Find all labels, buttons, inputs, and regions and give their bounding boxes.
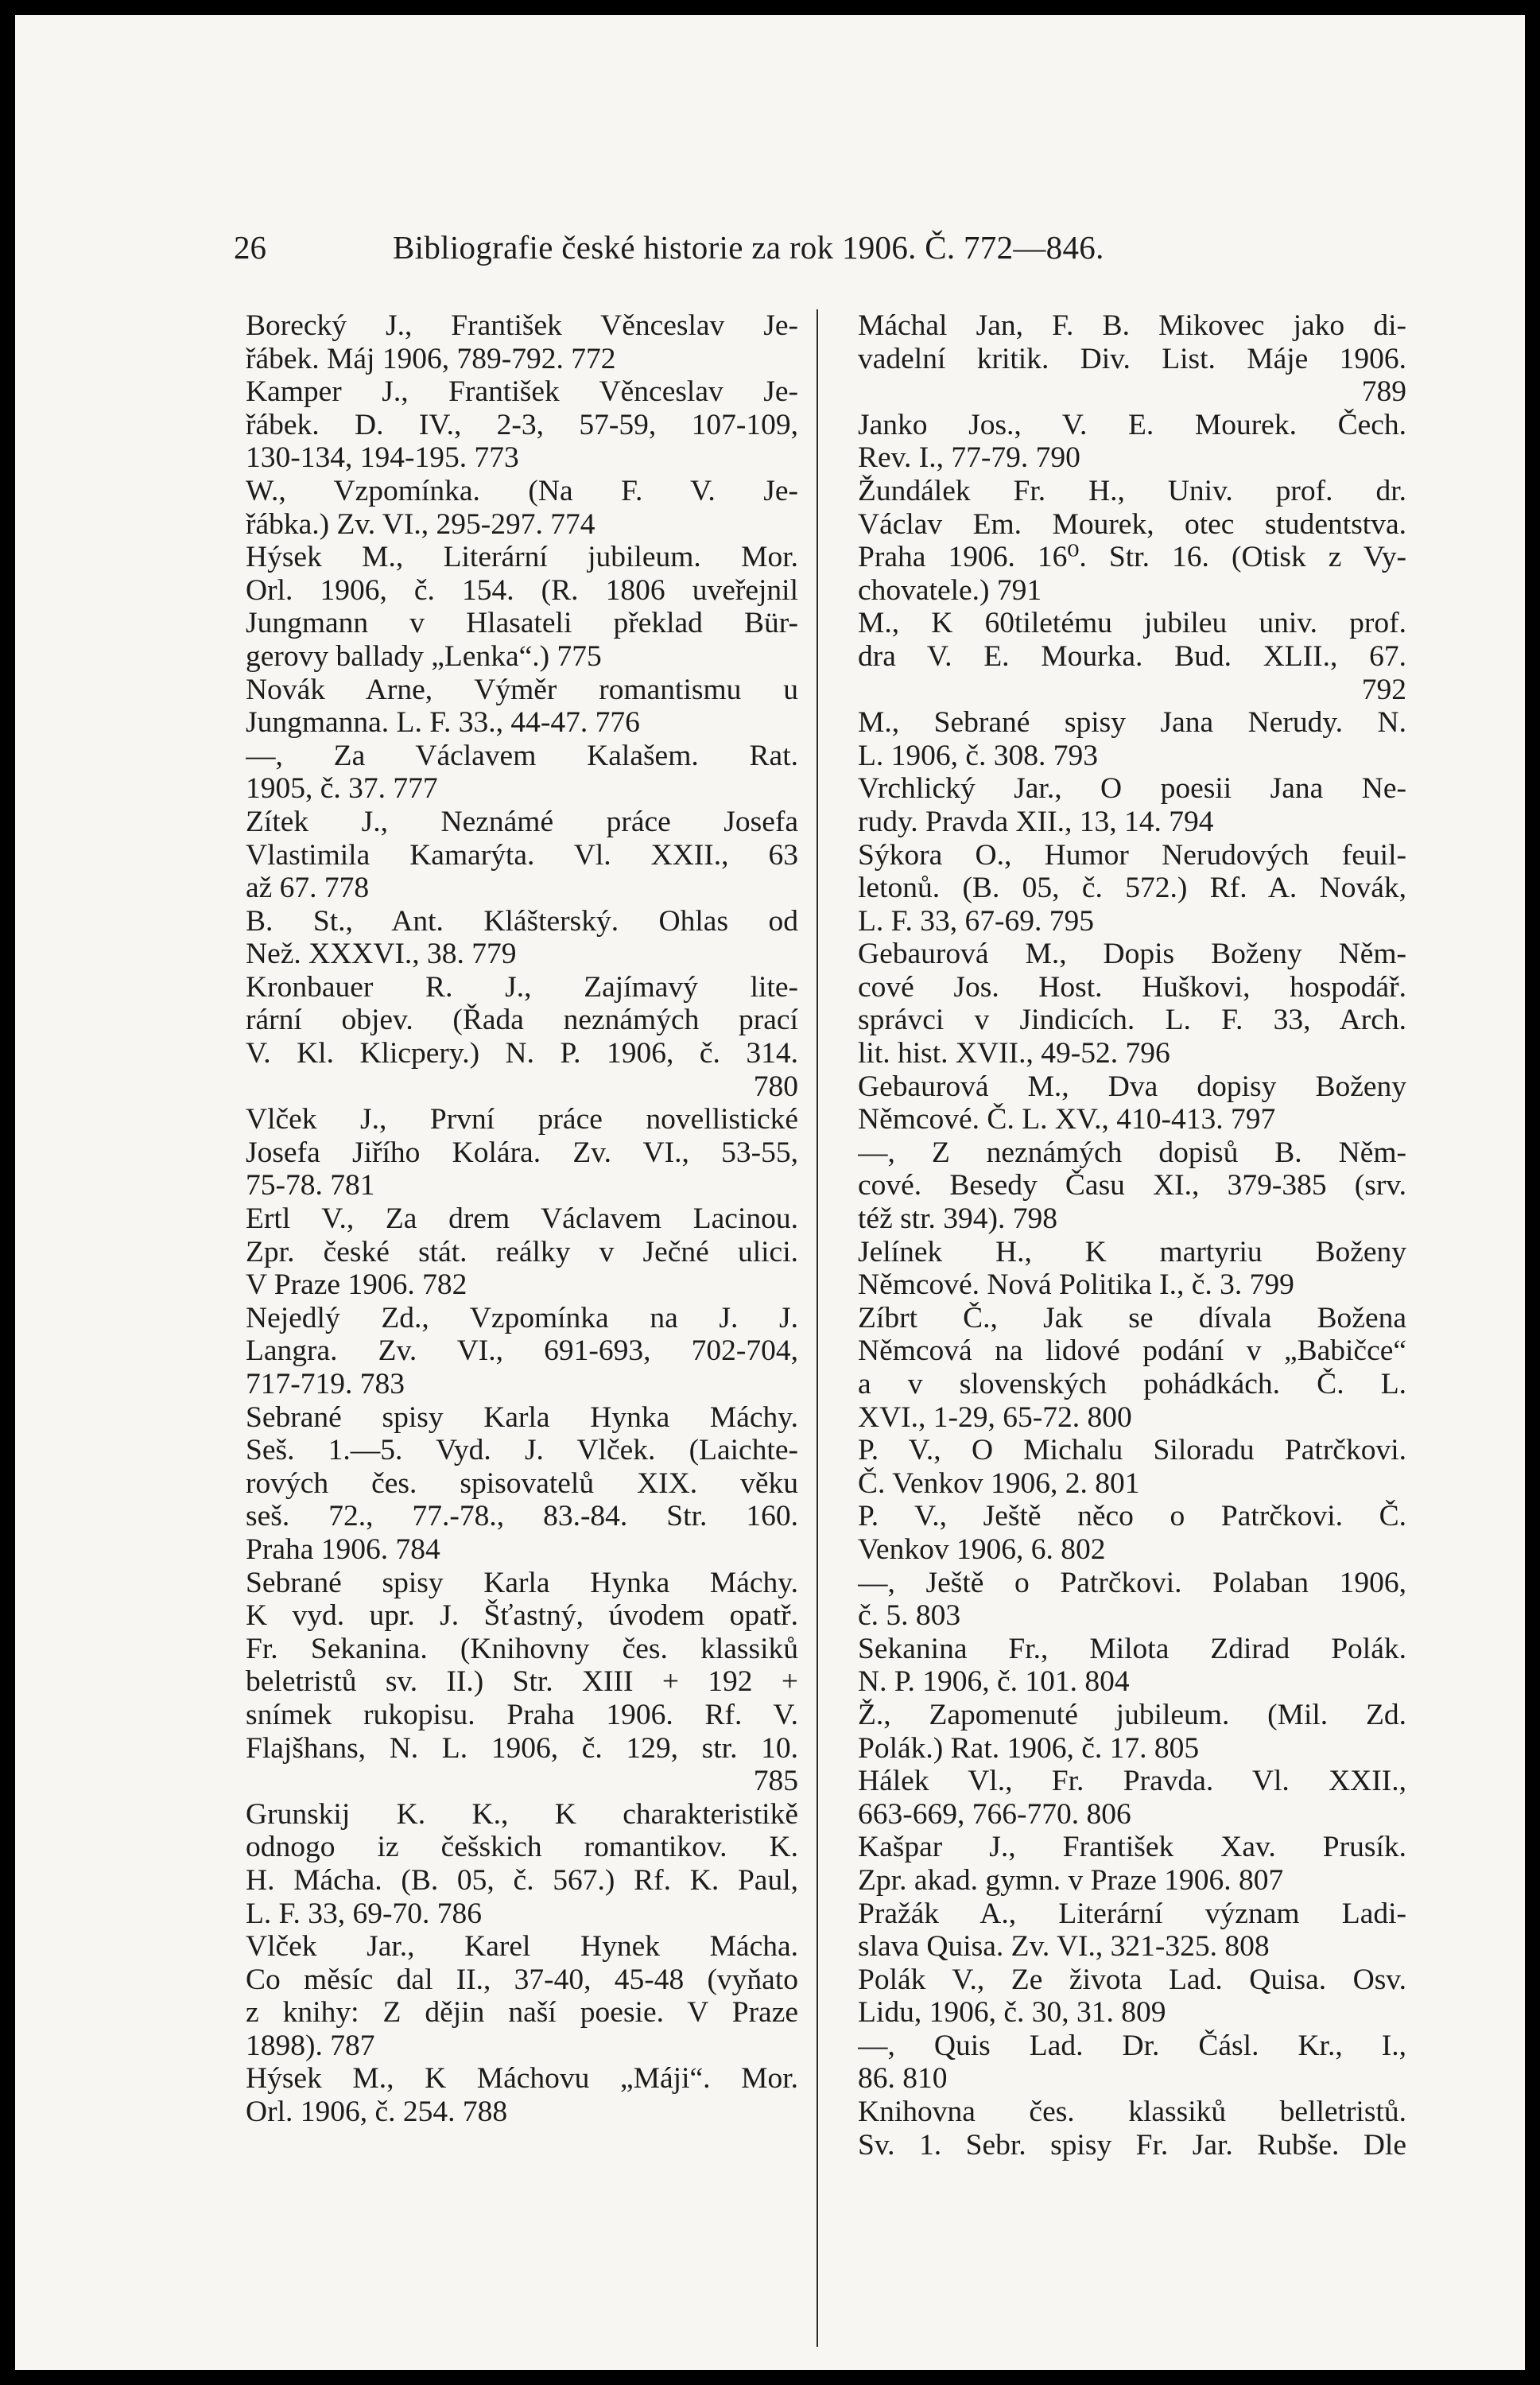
text-line: Sv. 1. Sebr. spisy Fr. Jar. Rubše. Dle bbox=[858, 2128, 1406, 2162]
text-line: 717-719. 783 bbox=[246, 1368, 405, 1400]
text-line: H. Mácha. (B. 05, č. 567.) Rf. K. Paul, bbox=[246, 1863, 798, 1897]
text-line: Hálek Vl., Fr. Pravda. Vl. XXII., bbox=[858, 1765, 1406, 1798]
text-line: Sebrané spisy Karla Hynka Máchy. bbox=[246, 1566, 798, 1599]
text-line: letonů. (B. 05, č. 572.) Rf. A. Novák, bbox=[858, 872, 1406, 905]
text-line: Novák Arne, Výměr romantismu u bbox=[246, 673, 798, 706]
text-line: Jelínek H., K martyriu Boženy bbox=[858, 1235, 1406, 1268]
text-line: Lidu, 1906, č. 30, 31. 809 bbox=[858, 1996, 1166, 2030]
text-line: 75-78. 781 bbox=[246, 1169, 375, 1202]
book-page bbox=[15, 15, 1525, 2370]
text-line: č. 5. 803 bbox=[858, 1599, 961, 1633]
text-line: B. St., Ant. Klášterský. Ohlas od bbox=[246, 904, 798, 938]
text-line: Ertl V., Za drem Václavem Lacinou. bbox=[246, 1202, 798, 1236]
text-line: M., K 60tiletému jubileu univ. prof. bbox=[858, 607, 1406, 640]
entry-number: 785 bbox=[753, 1765, 798, 1798]
text-line: P. V., Ještě něco o Patrčkovi. Č. bbox=[858, 1500, 1406, 1533]
page-header bbox=[234, 228, 1235, 276]
text-line: —, Za Václavem Kalašem. Rat. bbox=[246, 739, 798, 772]
text-line: Sebrané spisy Karla Hynka Máchy. bbox=[246, 1400, 798, 1434]
text-line: Gebaurová M., Dva dopisy Boženy bbox=[858, 1070, 1406, 1103]
text-line: seš. 72., 77.-78., 83.-84. Str. 160. bbox=[246, 1500, 798, 1533]
text-line: 86. 810 bbox=[858, 2062, 948, 2096]
text-line: K vyd. upr. J. Šťastný, úvodem opatř. bbox=[246, 1599, 798, 1633]
text-line: Praha 1906. 784 bbox=[246, 1532, 440, 1566]
text-line: snímek rukopisu. Praha 1906. Rf. V. bbox=[246, 1698, 798, 1731]
text-line: Praha 1906. 16⁰. Str. 16. (Otisk z Vy- bbox=[858, 541, 1406, 574]
text-line: Grunskij K. K., K charakteristikě bbox=[246, 1797, 798, 1831]
left-column bbox=[246, 309, 798, 2345]
text-line: N. P. 1906, č. 101. 804 bbox=[858, 1665, 1130, 1699]
text-line: Gebaurová M., Dopis Boženy Něm- bbox=[858, 938, 1406, 971]
text-line: Josefa Jiřího Kolára. Zv. VI., 53-55, bbox=[246, 1136, 798, 1169]
text-line: Kronbauer R. J., Zajímavý lite- bbox=[246, 970, 798, 1004]
text-line: rudy. Pravda XII., 13, 14. 794 bbox=[858, 805, 1214, 838]
text-line: chovatele.) 791 bbox=[858, 573, 1042, 607]
text-line: beletristů sv. II.) Str. XIII + 192 + bbox=[246, 1665, 798, 1699]
text-line: P. V., O Michalu Siloradu Patrčkovi. bbox=[858, 1434, 1406, 1467]
text-line: Kamper J., František Věnceslav Je- bbox=[246, 375, 798, 409]
text-line: 1905, č. 37. 777 bbox=[246, 772, 438, 806]
text-line: cové Jos. Host. Huškovi, hospodář. bbox=[858, 970, 1406, 1004]
text-line: Flajšhans, N. L. 1906, č. 129, str. 10. bbox=[246, 1731, 798, 1765]
text-line: Polák.) Rat. 1906, č. 17. 805 bbox=[858, 1731, 1200, 1765]
text-line: Hýsek M., Literární jubileum. Mor. bbox=[246, 541, 798, 574]
text-line: řábek. D. IV., 2-3, 57-59, 107-109, bbox=[246, 408, 798, 441]
text-line: a v slovenských pohádkách. Č. L. bbox=[858, 1368, 1406, 1400]
text-line: Seš. 1.—5. Vyd. J. Vlček. (Laichte- bbox=[246, 1434, 798, 1467]
text-line: Ž., Zapomenuté jubileum. (Mil. Zd. bbox=[858, 1698, 1406, 1731]
text-line: Hýsek M., K Máchovu „Máji“. Mor. bbox=[246, 2062, 798, 2096]
text-line: až 67. 778 bbox=[246, 872, 370, 905]
text-line: XVI., 1-29, 65-72. 800 bbox=[858, 1400, 1132, 1434]
text-line: Vlastimila Kamarýta. Vl. XXII., 63 bbox=[246, 838, 798, 872]
page-number: 26 bbox=[234, 229, 266, 266]
text-line: V Praze 1906. 782 bbox=[246, 1268, 467, 1302]
text-line: Václav Em. Mourek, otec studentstva. bbox=[858, 507, 1406, 541]
column-divider bbox=[817, 309, 818, 2347]
text-line: řábka.) Zv. VI., 295-297. 774 bbox=[246, 507, 595, 541]
text-line: rární objev. (Řada neznámých prací bbox=[246, 1004, 798, 1037]
text-line: Zítek J., Neznámé práce Josefa bbox=[246, 805, 798, 838]
text-line: Zpr. české stát. reálky v Ječné ulici. bbox=[246, 1235, 798, 1268]
running-title: Bibliografie české historie za rok 1906. Č. 772—846. bbox=[393, 229, 1104, 266]
text-line: Fr. Sekanina. (Knihovny čes. klassiků bbox=[246, 1632, 798, 1665]
entry-number: 792 bbox=[1361, 673, 1406, 706]
text-line: Knihovna čes. klassiků belletristů. bbox=[858, 2096, 1406, 2129]
text-line: též str. 394). 798 bbox=[858, 1202, 1058, 1236]
text-line: Vrchlický Jar., O poesii Jana Ne- bbox=[858, 772, 1406, 806]
text-line: lit. hist. XVII., 49-52. 796 bbox=[858, 1037, 1170, 1070]
text-line: Orl. 1906, č. 154. (R. 1806 uveřejnil bbox=[246, 573, 798, 607]
text-line: Rev. I., 77-79. 790 bbox=[858, 441, 1080, 475]
text-line: W., Vzpomínka. (Na F. V. Je- bbox=[246, 474, 798, 507]
text-line: vadelní kritik. Div. List. Máje 1906. bbox=[858, 342, 1406, 375]
text-line: V. Kl. Klicpery.) N. P. 1906, č. 314. bbox=[246, 1037, 798, 1070]
text-line: dra V. E. Mourka. Bud. XLII., 67. bbox=[858, 639, 1406, 673]
text-line: Jungmanna. L. F. 33., 44-47. 776 bbox=[246, 706, 640, 740]
text-line: Co měsíc dal II., 37-40, 45-48 (vyňato bbox=[246, 1963, 798, 1996]
text-line: Č. Venkov 1906, 2. 801 bbox=[858, 1466, 1140, 1500]
text-line: 130-134, 194-195. 773 bbox=[246, 441, 519, 475]
text-line: —, Ještě o Patrčkovi. Polaban 1906, bbox=[858, 1566, 1406, 1599]
right-column bbox=[858, 309, 1406, 2345]
text-line: správci v Jindicích. L. F. 33, Arch. bbox=[858, 1004, 1406, 1037]
text-line: Než. XXXVI., 38. 779 bbox=[246, 938, 517, 971]
text-line: rových čes. spisovatelů XIX. věku bbox=[246, 1466, 798, 1500]
text-line: L. 1906, č. 308. 793 bbox=[858, 739, 1099, 772]
text-line: L. F. 33, 69-70. 786 bbox=[246, 1897, 482, 1930]
text-line: Žundálek Fr. H., Univ. prof. dr. bbox=[858, 474, 1406, 507]
text-line: Němcové. Nová Politika I., č. 3. 799 bbox=[858, 1268, 1294, 1302]
text-line: —, Z neznámých dopisů B. Něm- bbox=[858, 1136, 1406, 1169]
text-line: L. F. 33, 67-69. 795 bbox=[858, 904, 1094, 938]
text-line: Zpr. akad. gymn. v Praze 1906. 807 bbox=[858, 1863, 1284, 1897]
text-line: —, Quis Lad. Dr. Čásl. Kr., I., bbox=[858, 2029, 1406, 2062]
text-line: Borecký J., František Věnceslav Je- bbox=[246, 309, 798, 342]
text-line: Němcové. Č. L. XV., 410-413. 797 bbox=[858, 1103, 1276, 1136]
text-line: Polák V., Ze života Lad. Quisa. Osv. bbox=[858, 1963, 1406, 1996]
text-line: M., Sebrané spisy Jana Nerudy. N. bbox=[858, 706, 1406, 740]
text-line: Janko Jos., V. E. Mourek. Čech. bbox=[858, 408, 1406, 441]
text-line: Sekanina Fr., Milota Zdirad Polák. bbox=[858, 1632, 1406, 1665]
text-line: řábek. Máj 1906, 789-792. 772 bbox=[246, 342, 616, 375]
text-line: Langra. Zv. VI., 691-693, 702-704, bbox=[246, 1334, 798, 1368]
text-line: z knihy: Z dějin naší poesie. V Praze bbox=[246, 1996, 798, 2030]
text-line: Sýkora O., Humor Nerudových feuil- bbox=[858, 838, 1406, 872]
text-line: Máchal Jan, F. B. Mikovec jako di- bbox=[858, 309, 1406, 342]
text-line: 663-669, 766-770. 806 bbox=[858, 1797, 1131, 1831]
text-line: Jungmann v Hlasateli překlad Bür- bbox=[246, 607, 798, 640]
text-line: odnogo iz češskich romantikov. K. bbox=[246, 1831, 798, 1864]
text-line: Pražák A., Literární význam Ladi- bbox=[858, 1897, 1406, 1930]
text-line: Nejedlý Zd., Vzpomínka na J. J. bbox=[246, 1301, 798, 1334]
text-line: gerovy ballady „Lenka“.) 775 bbox=[246, 639, 602, 673]
text-line: slava Quisa. Zv. VI., 321-325. 808 bbox=[858, 1930, 1270, 1964]
entry-number: 780 bbox=[753, 1070, 798, 1103]
text-line: Němcová na lidové podání v „Babičce“ bbox=[858, 1334, 1406, 1368]
text-line: Kašpar J., František Xav. Prusík. bbox=[858, 1831, 1406, 1864]
entry-number: 789 bbox=[1361, 375, 1406, 409]
text-line: cové. Besedy Času XI., 379-385 (srv. bbox=[858, 1169, 1406, 1202]
text-line: Zíbrt Č., Jak se dívala Božena bbox=[858, 1301, 1406, 1334]
text-line: Vlček J., První práce novellistické bbox=[246, 1103, 798, 1136]
text-line: Orl. 1906, č. 254. 788 bbox=[246, 2096, 508, 2129]
text-line: Venkov 1906, 6. 802 bbox=[858, 1532, 1106, 1566]
text-line: Vlček Jar., Karel Hynek Mácha. bbox=[246, 1930, 798, 1964]
text-line: 1898). 787 bbox=[246, 2029, 375, 2062]
